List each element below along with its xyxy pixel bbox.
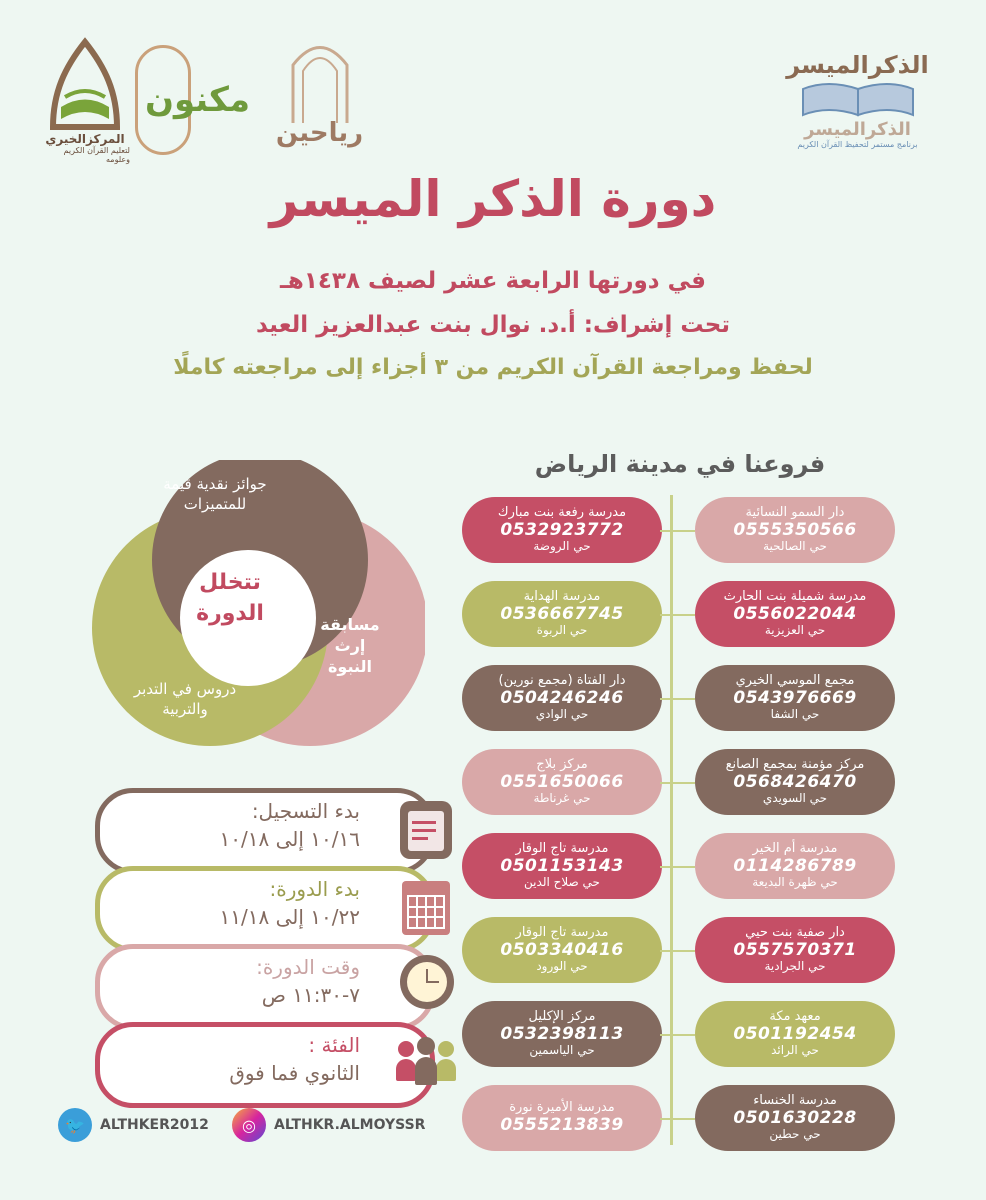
page-title: دورة الذكر الميسر xyxy=(269,170,717,228)
branch-name: دار السمو النسائية xyxy=(745,504,845,520)
branch-connector xyxy=(672,866,695,868)
venn-left-text: دروس في التدبر والتربية xyxy=(133,680,237,718)
branch-district: حي الورود xyxy=(536,959,588,974)
maknoon-text: مكنون xyxy=(144,80,251,120)
supervisor-line: تحت إشراف: أ.د. نوال بنت عبدالعزيز العيد xyxy=(256,312,730,338)
rayaheen-text: رياحين xyxy=(275,117,364,148)
twitter-icon: 🐦 xyxy=(58,1108,92,1142)
branch-phone: 0504246246 xyxy=(500,687,624,708)
thekr-sub-text: الذكرالميسر xyxy=(804,119,911,140)
branch-left-7 xyxy=(462,1001,662,1067)
branch-phone: 0501630228 xyxy=(733,1107,857,1128)
branch-name: مدرسة أم الخير xyxy=(752,840,838,856)
branch-right-6 xyxy=(695,917,895,983)
branch-phone: 0114286789 xyxy=(733,855,857,876)
branch-left-2 xyxy=(462,581,662,647)
branch-name: مركز مؤمنة بمجمع الصانع xyxy=(725,756,865,772)
branches-trunk xyxy=(670,495,673,1145)
branch-name: مدرسة الأميرة نورة xyxy=(509,1099,615,1115)
branch-district: حي الربوة xyxy=(536,623,588,638)
thekr-logo xyxy=(775,40,940,160)
charity-tagline: لتعليم القرآن الكريم وعلومه xyxy=(63,145,130,164)
clock-icon xyxy=(400,955,454,1009)
instagram-icon: ◎ xyxy=(232,1108,266,1142)
branch-connector xyxy=(672,698,695,700)
branch-phone: 0501192454 xyxy=(733,1023,857,1044)
venn-top-text: جوائز نقدية قيمة للمتميزات xyxy=(163,475,267,513)
branch-phone: 0568426470 xyxy=(733,771,857,792)
branch-connector xyxy=(672,950,695,952)
branch-district: حي الوادي xyxy=(535,707,589,722)
branch-district: حي الرائد xyxy=(771,1043,819,1058)
description-line: لحفظ ومراجعة القرآن الكريم من ٣ أجزاء إلى مراجعته كاملًا xyxy=(173,355,813,380)
branch-phone: 0557570371 xyxy=(733,939,857,960)
course-start-label: بدء الدورة: xyxy=(269,877,360,901)
branch-left-6 xyxy=(462,917,662,983)
course-start-value: ١٠/٢٢ إلى ١١/١٨ xyxy=(219,905,360,929)
registration-value: ١٠/١٦ إلى ١٠/١٨ xyxy=(219,827,360,851)
maknoon-logo xyxy=(135,45,260,155)
branch-district: حي الجرادية xyxy=(764,959,826,974)
branch-district: حي حطين xyxy=(769,1127,821,1142)
branch-right-5 xyxy=(695,833,895,899)
category-card xyxy=(95,1022,435,1108)
branch-name: مدرسة شميلة بنت الحارث xyxy=(723,588,867,604)
registration-label: بدء التسجيل: xyxy=(251,799,360,823)
twitter-handle: ALTHKER2012 xyxy=(100,1117,209,1133)
branch-left-3 xyxy=(462,665,662,731)
branch-connector xyxy=(672,1118,695,1120)
branch-phone: 0532398113 xyxy=(500,1023,624,1044)
branch-connector xyxy=(660,698,672,700)
branch-right-4 xyxy=(695,749,895,815)
course-time-value: ٧-١١:٣٠ ص xyxy=(261,983,360,1007)
branch-district: حي غرناطة xyxy=(533,791,591,806)
thekr-tagline: برنامج مستمر لتحفيظ القرآن الكريم xyxy=(797,140,918,149)
calendar-icon xyxy=(402,881,450,935)
branch-left-8 xyxy=(462,1085,662,1151)
branch-district: حي الصالحية xyxy=(763,539,827,554)
branch-connector xyxy=(660,614,672,616)
category-label: الفئة : xyxy=(308,1033,360,1057)
branch-connector xyxy=(672,782,695,784)
mosque-book-icon xyxy=(45,37,125,132)
branch-connector xyxy=(660,950,672,952)
branch-name: دار الفتاة (مجمع نورين) xyxy=(498,672,626,688)
branch-right-3 xyxy=(695,665,895,731)
branch-district: حي السويدي xyxy=(762,791,828,806)
branch-name: مدرسة تاج الوقار xyxy=(515,840,609,856)
registration-card xyxy=(95,788,435,874)
instagram-handle: ALTHKR.ALMOYSSR xyxy=(274,1117,426,1133)
branch-connector xyxy=(672,614,695,616)
category-value: الثانوي فما فوق xyxy=(229,1061,360,1085)
notepad-icon xyxy=(400,801,452,859)
branch-name: مدرسة الخنساء xyxy=(753,1092,837,1108)
branch-right-7 xyxy=(695,1001,895,1067)
twitter-link[interactable] xyxy=(58,1108,209,1142)
venn-center-text: تتخلل الدورة xyxy=(196,570,264,626)
branches-heading: فروعنا في مدينة الرياض xyxy=(534,450,826,478)
branch-name: مجمع الموسي الخيري xyxy=(735,672,855,688)
branch-phone: 0556022044 xyxy=(733,603,857,624)
thekr-main-text: الذكرالميسر xyxy=(786,51,929,79)
branch-phone: 0555213839 xyxy=(500,1114,624,1135)
branch-district: حي صلاح الدين xyxy=(524,875,600,890)
branch-district: حي الروضة xyxy=(533,539,591,554)
venn-right-text: مسابقة إرث النبوة xyxy=(320,615,380,676)
branch-right-1 xyxy=(695,497,895,563)
branch-phone: 0503340416 xyxy=(500,939,624,960)
branch-right-2 xyxy=(695,581,895,647)
branch-left-5 xyxy=(462,833,662,899)
branch-district: حي العزيزية xyxy=(764,623,826,638)
course-time-label: وقت الدورة: xyxy=(256,955,360,979)
branch-phone: 0501153143 xyxy=(500,855,624,876)
branch-left-4 xyxy=(462,749,662,815)
branch-connector xyxy=(660,1118,672,1120)
branch-name: معهد مكة xyxy=(769,1008,821,1024)
branch-name: مدرسة تاج الوقار xyxy=(515,924,609,940)
branch-district: حي ظهرة البديعة xyxy=(752,875,838,890)
branch-left-1 xyxy=(462,497,662,563)
branch-phone: 0555350566 xyxy=(733,519,857,540)
charity-name: المركزالخيري xyxy=(45,131,125,146)
branch-name: مدرسة الهداية xyxy=(523,588,601,604)
branch-connector xyxy=(660,1034,672,1036)
branch-phone: 0536667745 xyxy=(500,603,624,624)
course-time-card xyxy=(95,944,435,1030)
branch-connector xyxy=(672,530,695,532)
arch-icon xyxy=(285,35,355,125)
branch-name: مركز الإكليل xyxy=(528,1008,596,1024)
group-icon xyxy=(396,1037,458,1087)
open-book-icon xyxy=(798,79,918,119)
charity-logo xyxy=(40,30,130,170)
branch-connector xyxy=(672,1034,695,1036)
rayaheen-logo xyxy=(272,35,367,160)
branch-district: حي الشفا xyxy=(770,707,820,722)
branch-district: حي الياسمين xyxy=(529,1043,595,1058)
branch-phone: 0532923772 xyxy=(500,519,624,540)
branch-connector xyxy=(660,866,672,868)
branch-phone: 0551650066 xyxy=(500,771,624,792)
branch-connector xyxy=(660,530,672,532)
branch-name: مركز بلاج xyxy=(536,756,588,772)
instagram-link[interactable] xyxy=(232,1108,425,1142)
course-start-card xyxy=(95,866,435,952)
branch-right-8 xyxy=(695,1085,895,1151)
branch-connector xyxy=(660,782,672,784)
branch-name: دار صفية بنت حيي xyxy=(745,924,845,940)
edition-line: في دورتها الرابعة عشر لصيف ١٤٣٨هـ xyxy=(280,268,706,294)
branch-name: مدرسة رفعة بنت مبارك xyxy=(497,504,627,520)
branch-phone: 0543976669 xyxy=(733,687,857,708)
